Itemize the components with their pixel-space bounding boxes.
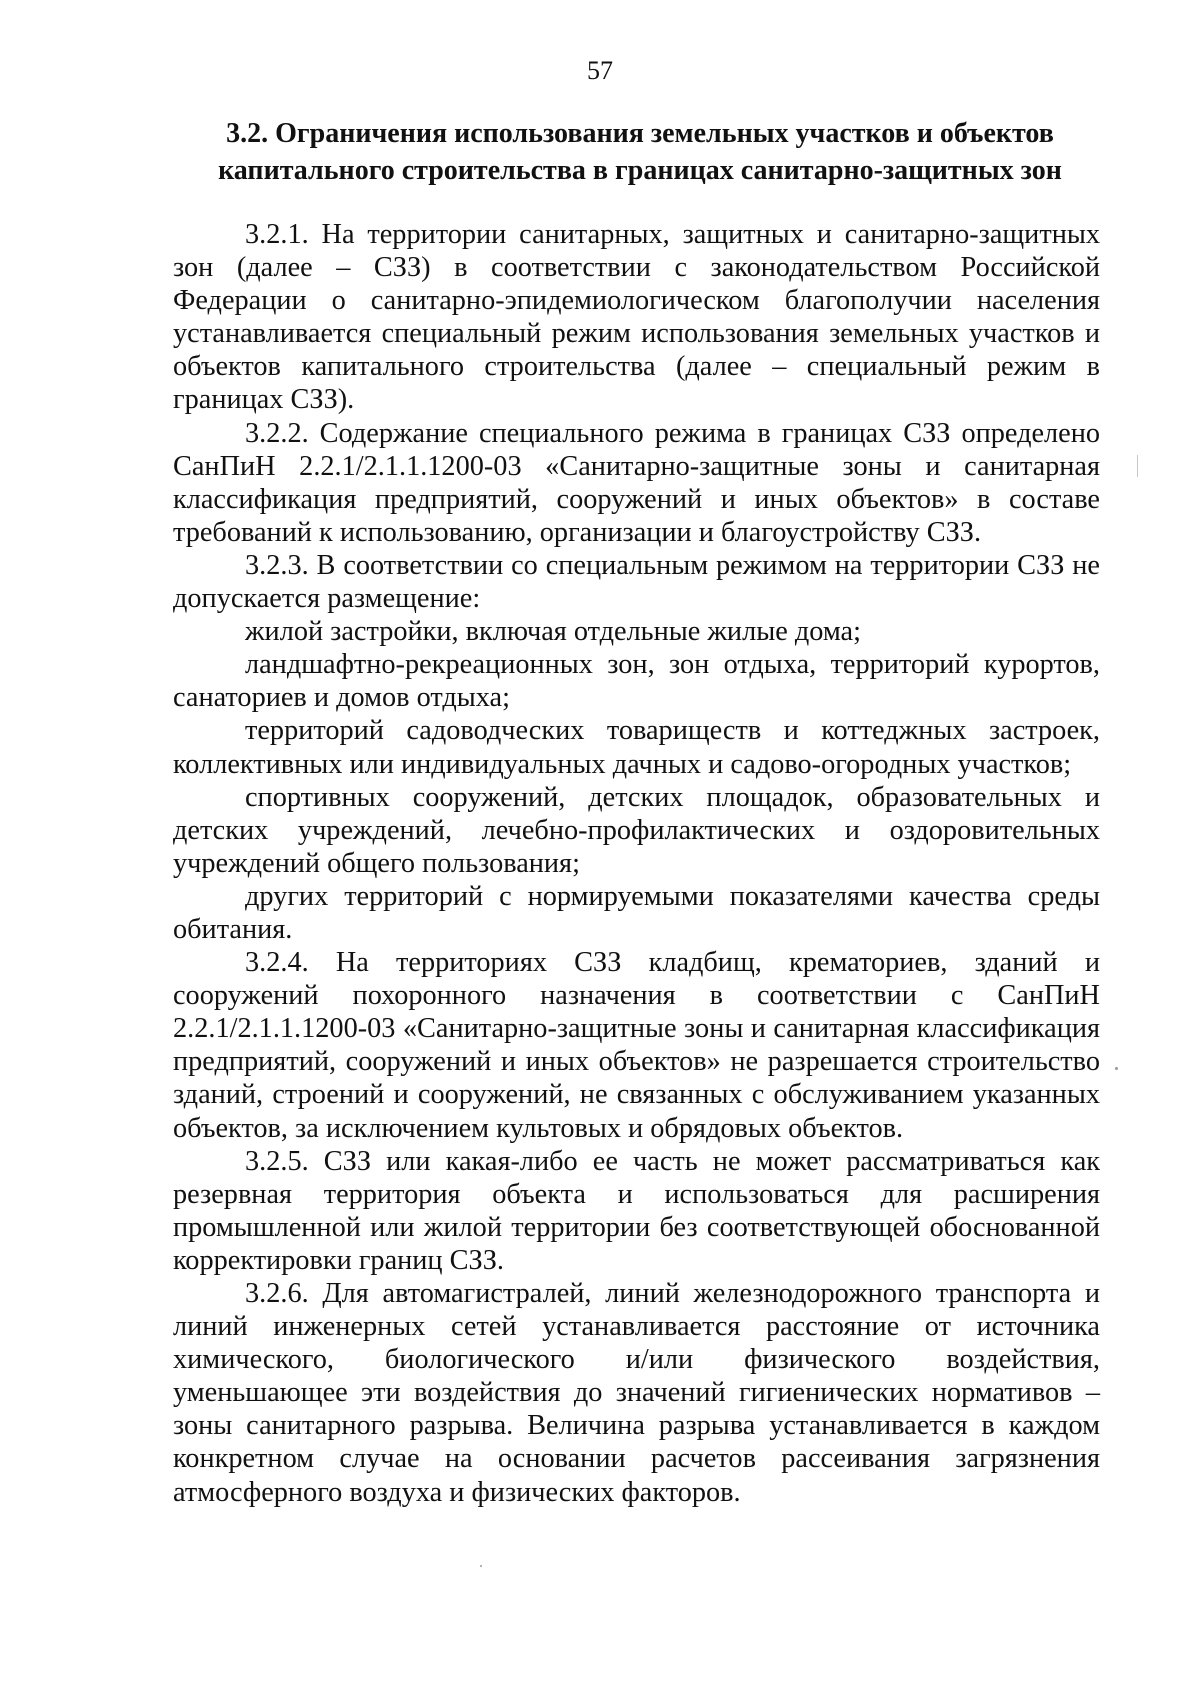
scan-speck (1115, 1067, 1118, 1070)
section-title: 3.2. Ограничения использования земельных участков и объектов капитального строительства в границах санитарно-защитных зон (218, 118, 1062, 186)
paragraph-3-2-4: 3.2.4. На территориях СЗЗ кладбищ, крематориев, зданий и сооружений похоронного назначения в соответствии с СанПиН 2.2.1/2.1.1.1200-03 «Санитарно-защитные зоны и санитарная классификация предприятий, сооружений и иных объектов» не разрешается строительство зданий, строений и сооружений, не связанных с обслуживанием указанных объектов, за исключением культовых и обрядовых объектов. (173, 947, 1100, 1144)
scan-mark (1137, 455, 1138, 477)
paragraph-3-2-6: 3.2.6. Для автомагистралей, линий железнодорожного транспорта и линий инженерных сетей устанавливается расстояние от источника химического, биологического и/или физического воздействия, уменьшающее эти воздействия до значений гигиенических нормативов – зоны санитарного разрыва. Величина разрыва устанавливается в каждом конкретном случае на основании расчетов рассеивания загрязнения атмосферного воздуха и физических факторов. (173, 1278, 1100, 1508)
scan-speck (480, 1565, 482, 1567)
list-item: жилой застройки, включая отдельные жилые дома; (245, 616, 861, 648)
page-number: 57 (587, 56, 613, 85)
paragraph-3-2-3: 3.2.3. В соответствии со специальным режимом на территории СЗЗ не допускается размещение: (173, 549, 1100, 615)
body-text (173, 218, 1100, 1509)
paragraph-3-2-2: 3.2.2. Содержание специального режима в границах СЗЗ определено СанПиН 2.2.1/2.1.1.1200-03 «Санитарно-защитные зоны и санитарная классификация предприятий, сооружений и иных объектов» в составе требований к использованию, организации и благоустройству СЗЗ. (173, 417, 1100, 548)
list-item: спортивных сооружений, детских площадок, образовательных и детских учреждений, лечебно-профилактических и оздоровительных учреждений общего пользования; (173, 781, 1100, 879)
paragraph-3-2-1: 3.2.1. На территории санитарных, защитных и санитарно-защитных зон (далее – СЗЗ) в соответствии с законодательством Российской Федерации о санитарно-эпидемиологическом благополучии населения устанавливается специальный режим использования земельных участков и объектов капитального строительства (далее – специальный режим в границах СЗЗ). (173, 219, 1100, 416)
list-item: ландшафтно-рекреационных зон, зон отдыха, территорий курортов, санаториев и домов отдыха; (173, 649, 1100, 714)
list-item: территорий садоводческих товариществ и коттеджных застроек, коллективных или индивидуальных дачных и садово-огородных участков; (173, 715, 1100, 780)
list-item: других территорий с нормируемыми показателями качества среды обитания. (173, 880, 1100, 945)
paragraph-3-2-5: 3.2.5. СЗЗ или какая-либо ее часть не может рассматриваться как резервная территория объекта и использоваться для расширения промышленной или жилой территории без соответствующей обоснованной корректировки границ СЗЗ. (173, 1145, 1100, 1276)
